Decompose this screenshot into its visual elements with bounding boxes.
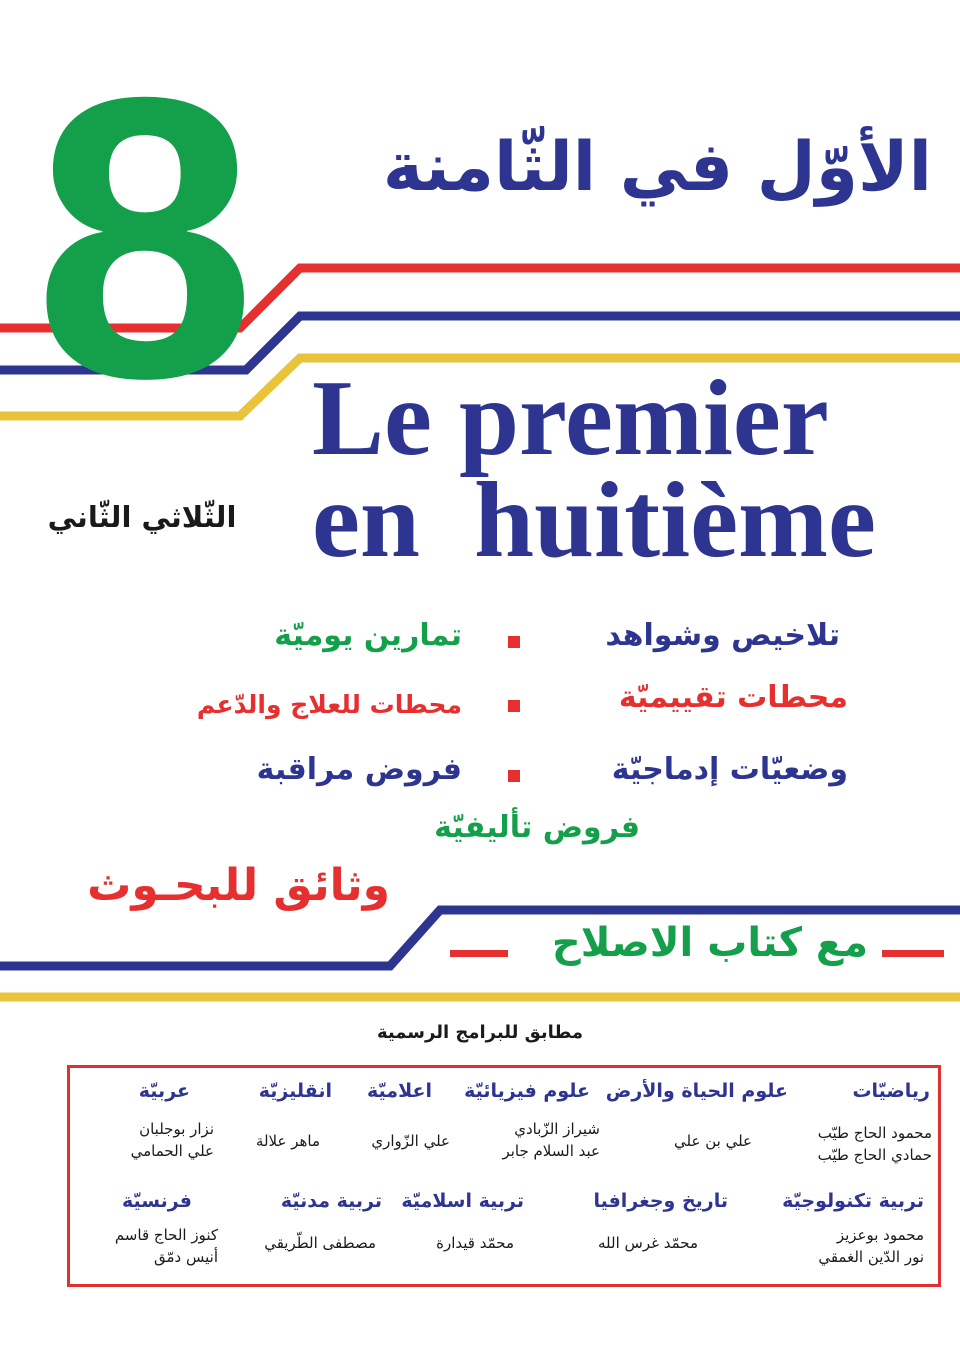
authors-math	[818, 1122, 932, 1166]
research-documents: وثائق للبحـوث	[87, 860, 390, 911]
authors-arabic	[131, 1118, 214, 1162]
author-name: حمادي الحاج طيّب	[817, 1146, 932, 1164]
feature-integration-situations: وضعيّات إدماجيّة	[611, 752, 848, 787]
author-name: نزار بوجلبان	[139, 1120, 214, 1138]
subject-informatics: اعلاميّة	[367, 1080, 432, 1102]
authors-civic-education	[264, 1232, 376, 1254]
french-title	[312, 359, 932, 580]
subject-technology: تربية تكنولوجيّة	[782, 1190, 924, 1212]
subject-math: رياضيّات	[852, 1080, 930, 1102]
bullet-icon	[508, 770, 520, 782]
author-name: أنيس دمّق	[154, 1248, 218, 1266]
authors-technology	[818, 1224, 924, 1268]
authors-history-geography	[598, 1232, 698, 1254]
feature-remedial-stations: محطات للعلاج والدّعم	[196, 690, 462, 719]
conformity-note: مطابق للبرامج الرسمية	[376, 1022, 584, 1043]
author-name: محمود بوعزيز	[836, 1226, 924, 1244]
french-title-line2: en huitième	[312, 461, 876, 580]
subject-civic-education: تربية مدنيّة	[280, 1190, 382, 1212]
red-dash-left	[450, 950, 508, 957]
subject-english: انقليزيّة	[258, 1080, 332, 1102]
author-name: علي الزّواري	[371, 1132, 450, 1150]
author-name: علي بن علي	[674, 1132, 752, 1150]
author-name: نور الدّين الغمقي	[818, 1248, 924, 1266]
subject-arabic: عربيّة	[138, 1080, 190, 1102]
subject-islamic-education: تربية اسلاميّة	[401, 1190, 524, 1212]
authors-physics	[502, 1118, 600, 1162]
authors-english	[256, 1130, 320, 1152]
feature-summaries: تلاخيص وشواهد	[605, 618, 840, 653]
subject-physics: علوم فيزيائيّة	[464, 1080, 590, 1102]
bullet-icon	[508, 636, 520, 648]
french-title-line1: Le premier	[312, 359, 829, 478]
feature-synthesis-tests: فروض تأليفيّة	[434, 810, 640, 845]
subject-french: فرنسيّة	[121, 1190, 192, 1212]
red-dash-right	[882, 950, 944, 957]
author-name: محمود الحاج طيّب	[817, 1124, 932, 1142]
feature-control-tests: فروض مراقبة	[256, 752, 462, 787]
trimester-label: الثّلاثي الثّاني	[47, 500, 237, 534]
author-name: كنوز الحاج قاسم	[114, 1226, 218, 1244]
subject-history-geography: تاريخ وجغرافيا	[593, 1190, 728, 1212]
authors-life-earth-sciences	[674, 1130, 752, 1152]
author-name: علي الحمامي	[130, 1142, 214, 1160]
authors-informatics	[371, 1130, 450, 1152]
author-name: عبد السلام جابر	[502, 1142, 600, 1160]
author-name: ماهر علالة	[255, 1132, 320, 1150]
authors-french	[115, 1224, 218, 1268]
author-name: مصطفى الطّريقي	[264, 1234, 376, 1252]
authors-islamic-education	[436, 1232, 514, 1254]
author-name: محمّد قيدارة	[436, 1234, 514, 1252]
grade-number: 8	[33, 14, 257, 461]
author-name: شيراز الزّبادي	[514, 1120, 600, 1138]
feature-daily-exercises: تمارين يوميّة	[274, 618, 462, 653]
author-name: محمّد غرس الله	[598, 1234, 698, 1252]
arabic-title: الأوّل في الثّامنة	[382, 128, 932, 207]
feature-assessment-stations: محطات تقييميّة	[618, 680, 848, 715]
correction-book: مع كتاب الاصلاح	[551, 920, 868, 966]
bullet-icon	[508, 700, 520, 712]
subject-life-earth-sciences: علوم الحياة والأرض	[605, 1080, 788, 1102]
